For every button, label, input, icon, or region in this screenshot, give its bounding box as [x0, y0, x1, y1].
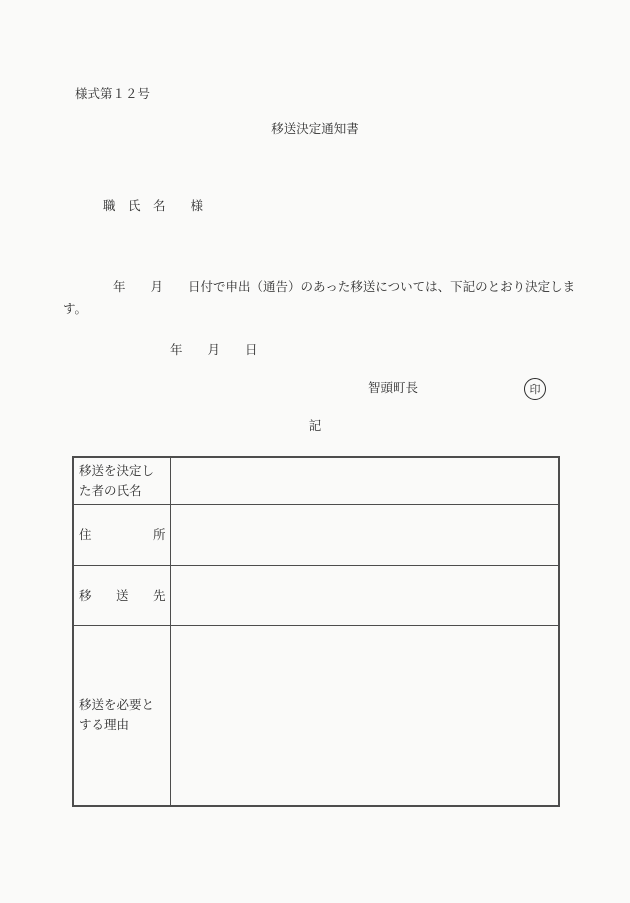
row-label-destination	[79, 586, 166, 606]
row-value-destination	[170, 566, 559, 626]
row-label-reason: 移送を必要とする理由	[73, 626, 170, 806]
seal-label: 印	[529, 384, 541, 396]
row-value-address	[170, 505, 559, 566]
table-row-reason	[73, 626, 559, 806]
row-label-destination-part-1: 移	[79, 588, 92, 603]
form-number: 様式第１２号	[75, 87, 151, 101]
table-row-deciding-person	[73, 457, 559, 505]
body-paragraph-line-2: す。	[63, 302, 88, 316]
row-value-reason	[170, 626, 559, 806]
decision-table	[72, 456, 560, 807]
record-marker: 記	[308, 419, 322, 433]
body-paragraph	[63, 276, 578, 320]
date-line: 年 月 日	[170, 343, 258, 357]
addressee-line: 職 氏 名 様	[103, 199, 204, 213]
row-value-deciding-person	[170, 457, 559, 505]
table-row-destination	[73, 566, 559, 626]
table-row-address	[73, 505, 559, 566]
row-label-deciding-person: 移送を決定した者の氏名	[73, 457, 170, 505]
seal-icon	[524, 378, 546, 400]
signer-name: 智頭町長	[368, 381, 419, 395]
row-label-address-part-2: 所	[152, 528, 166, 542]
row-label-address	[79, 525, 166, 545]
row-label-address-part-1: 住	[79, 528, 92, 542]
row-label-destination-part-2: 送	[115, 588, 129, 603]
document-title: 移送決定通知書	[271, 122, 359, 136]
body-paragraph-line-1: 年 月 日付で申出（通告）のあった移送については、下記のとおり決定しま	[63, 280, 576, 294]
row-label-destination-part-3: 先	[152, 588, 166, 603]
